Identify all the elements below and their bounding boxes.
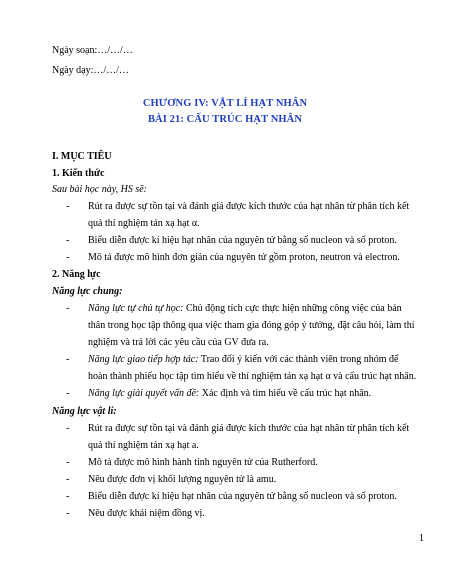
physics-item-4: Biểu diễn được kí hiệu hạt nhân của nguyên tử bằng số nucleon và số proton.: [88, 491, 397, 502]
knowledge-item-1-line-1: Rút ra được sự tồn tại và đánh giá được kích thước của hạt nhân từ phân tích kết: [88, 201, 410, 212]
page-number: 1: [419, 533, 424, 544]
bullet-dash: -: [66, 303, 70, 314]
prep-date: Ngày soạn:…/…/…: [52, 45, 133, 56]
bullet-dash: -: [66, 354, 70, 365]
general-item-1-line-1: [88, 302, 402, 315]
physics-item-2: Mô tả được mô hình hành tinh nguyên tử của Rutherford.: [88, 457, 318, 468]
teach-date: Ngày dạy:…/…/…: [52, 65, 129, 76]
bullet-dash: -: [66, 235, 70, 246]
bullet-dash: -: [66, 491, 70, 502]
general-item-1-line-3: nghiệm và trả lời các yêu cầu của GV đưa ra.: [88, 337, 269, 348]
physics-item-1-line-2: quả thí nghiệm tán xạ hạt a.: [88, 440, 199, 451]
general-item-2-line-1: [88, 353, 398, 366]
general-item-3-label: Năng lực giải quyết vấn đề:: [88, 388, 200, 399]
lesson-title: BÀI 21: CẤU TRÚC HẠT NHÂN: [147, 114, 303, 125]
section-heading-objectives: I. MỤC TIÊU: [52, 151, 112, 162]
subheading-competence: 2. Năng lực: [52, 269, 101, 280]
general-item-2-label: Năng lực giao tiếp hợp tác:: [88, 354, 199, 365]
bullet-dash: -: [66, 423, 70, 434]
bullet-dash: -: [66, 457, 70, 468]
bullet-dash: -: [66, 474, 70, 485]
physics-competence-label: Năng lực vật lí:: [52, 406, 117, 417]
subheading-knowledge: 1. Kiến thức: [52, 168, 105, 179]
knowledge-item-2: Biểu diễn được kí hiệu hạt nhân của nguyên tử bằng số nucleon và số proton.: [88, 235, 397, 246]
general-item-2-line-2: hoàn thành phiếu học tập tìm hiểu về thí nghiệm tán xạ hạt α và cấu trúc hạt nhân.: [88, 371, 417, 382]
general-item-1-label: Năng lực tự chủ tự học:: [88, 303, 184, 314]
general-item-1-text: Chủ động tích cực thực hiện những công việc của bản: [183, 303, 402, 314]
physics-item-1-line-1: Rút ra được sự tồn tại và đánh giá được kích thước của hạt nhân từ phân tích kết: [88, 423, 410, 434]
general-item-3-text: Xác định và tìm hiểu về cấu trúc hạt nhân.: [199, 388, 372, 399]
knowledge-item-1-line-2: quả thí nghiệm tán xạ hạt α.: [88, 218, 200, 229]
bullet-dash: -: [66, 508, 70, 519]
general-item-1-line-2: thân trong học tập thông qua việc tham gia đóng góp ý tưởng, đặt câu hỏi, làm thí: [88, 320, 415, 331]
general-competence-label: Năng lực chung:: [52, 286, 123, 297]
bullet-dash: -: [66, 388, 70, 399]
physics-item-5: Nêu được khái niệm đồng vị.: [88, 508, 205, 519]
knowledge-item-3: Mô tả được mô hình đơn giản của nguyên tử gồm proton, neutron và electron.: [88, 252, 400, 263]
general-item-2-text: Trao đổi ý kiến với các thành viên trong nhóm để: [198, 354, 399, 365]
bullet-dash: -: [66, 252, 70, 263]
bullet-dash: -: [66, 201, 70, 212]
chapter-title: CHƯƠNG IV: VẬT LÍ HẠT NHÂN: [142, 98, 308, 109]
general-item-3-line-1: [88, 387, 371, 400]
knowledge-intro: Sau bài học này, HS sẽ:: [52, 184, 147, 195]
physics-item-3: Nêu được đơn vị khối lượng nguyên tử là amu.: [88, 474, 277, 485]
